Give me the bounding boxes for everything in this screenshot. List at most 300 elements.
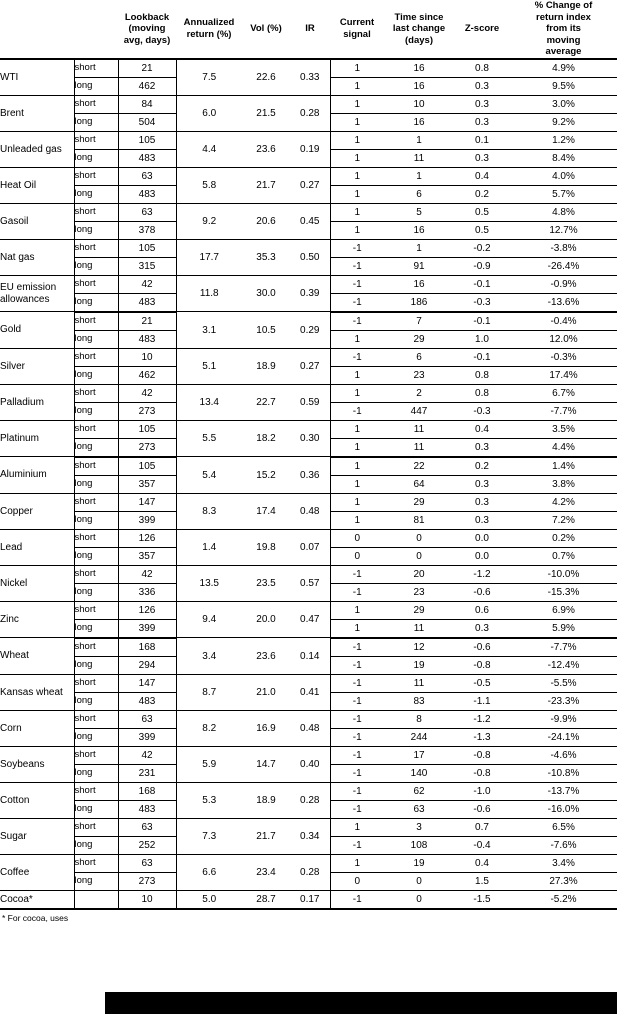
cell-time: 0 <box>384 890 454 909</box>
row-term-long: long <box>74 402 118 420</box>
row-term-short: short <box>74 384 118 402</box>
cell-time-short: 1 <box>384 239 454 257</box>
cell-lookback-short: 42 <box>118 746 176 764</box>
cell-pct-long: 3.8% <box>510 475 617 493</box>
header-current-signal <box>330 0 384 59</box>
cell-time-short: 1 <box>384 167 454 185</box>
header-pct-l5: average <box>545 46 582 58</box>
row-term-short: short <box>74 348 118 366</box>
table-row <box>0 203 617 221</box>
header-time-since-change <box>384 0 454 59</box>
cell-pct-long: 9.5% <box>510 77 617 95</box>
cell-zscore-long: -1.1 <box>454 692 510 710</box>
cell-lookback-short: 42 <box>118 384 176 402</box>
cell-lookback-long: 273 <box>118 872 176 890</box>
cell-signal-short: -1 <box>330 638 384 657</box>
cell-vol: 21.0 <box>242 674 290 710</box>
row-term-long: long <box>74 293 118 312</box>
cell-time-short: 12 <box>384 638 454 657</box>
cell-signal-short: 1 <box>330 818 384 836</box>
cell-signal-short: -1 <box>330 710 384 728</box>
cell-vol: 23.5 <box>242 565 290 601</box>
cell-pct-short: -0.4% <box>510 312 617 331</box>
row-term-long: long <box>74 764 118 782</box>
header-time-l1: Time since <box>394 11 444 23</box>
cell-lookback-long: 357 <box>118 475 176 493</box>
cell-lookback-long: 273 <box>118 402 176 420</box>
cell-pct-short: 6.9% <box>510 601 617 619</box>
cell-lookback-long: 231 <box>118 764 176 782</box>
cell-zscore-short: 0.8 <box>454 384 510 402</box>
cell-pct-short: -3.8% <box>510 239 617 257</box>
cell-signal-long: 1 <box>330 438 384 457</box>
cell-time-short: 16 <box>384 275 454 293</box>
cell-time-long: 23 <box>384 583 454 601</box>
cell-time-long: 29 <box>384 330 454 348</box>
row-term-short: short <box>74 565 118 583</box>
cell-lookback-short: 105 <box>118 420 176 438</box>
cell-zscore-short: -1.2 <box>454 565 510 583</box>
cell-zscore-long: -0.8 <box>454 656 510 674</box>
cell-vol: 17.4 <box>242 493 290 529</box>
row-name: Wheat <box>0 638 74 675</box>
header-annualized-l2: return (%) <box>186 28 232 40</box>
cell-zscore-short: 0.5 <box>454 203 510 221</box>
table-row <box>0 457 617 476</box>
cell-vol: 20.0 <box>242 601 290 638</box>
cell-pct-short: -10.0% <box>510 565 617 583</box>
row-name: Nickel <box>0 565 74 601</box>
cell-pct-short: 3.0% <box>510 95 617 113</box>
header-blank-term <box>74 0 118 59</box>
cell-signal-short: 1 <box>330 59 384 78</box>
row-term-long: long <box>74 547 118 565</box>
cell-zscore-short: -0.1 <box>454 348 510 366</box>
cell-time-long: 81 <box>384 511 454 529</box>
cell-zscore-long: 0.3 <box>454 619 510 638</box>
cell-time-long: 108 <box>384 836 454 854</box>
cell-pct-long: 0.7% <box>510 547 617 565</box>
cell-pct-short: 3.5% <box>510 420 617 438</box>
header-ir-l1: IR <box>305 23 315 35</box>
cell-pct-long: 27.3% <box>510 872 617 890</box>
cell-ir: 0.14 <box>290 638 330 675</box>
cell-annualized-return: 8.3 <box>176 493 242 529</box>
row-name: Copper <box>0 493 74 529</box>
header-zscore <box>454 0 510 59</box>
cell-ir: 0.39 <box>290 275 330 312</box>
row-term-long: long <box>74 438 118 457</box>
cell-time-short: 6 <box>384 348 454 366</box>
cell-time-long: 16 <box>384 221 454 239</box>
cell-zscore-long: -0.3 <box>454 293 510 312</box>
cell-pct-short: 4.0% <box>510 167 617 185</box>
cell-annualized-return: 6.6 <box>176 854 242 890</box>
cell-zscore-short: -1.2 <box>454 710 510 728</box>
header-annualized-return <box>176 0 242 59</box>
cell-lookback-long: 357 <box>118 547 176 565</box>
cell-ir: 0.50 <box>290 239 330 275</box>
cell-signal-short: 0 <box>330 529 384 547</box>
cell-pct-short: -7.7% <box>510 638 617 657</box>
cell-time-short: 17 <box>384 746 454 764</box>
cell-zscore-short: -0.1 <box>454 275 510 293</box>
row-name: Corn <box>0 710 74 746</box>
cell-annualized-return: 7.5 <box>176 59 242 96</box>
header-zscore-l1: Z-score <box>464 23 500 35</box>
cell-zscore-short: -1.0 <box>454 782 510 800</box>
cell-zscore-short: -0.2 <box>454 239 510 257</box>
cell-zscore-short: -0.6 <box>454 638 510 657</box>
row-term-short: short <box>74 782 118 800</box>
cell-pct: -5.2% <box>510 890 617 909</box>
cell-time-short: 29 <box>384 601 454 619</box>
cell-vol: 35.3 <box>242 239 290 275</box>
cell-signal-long: -1 <box>330 836 384 854</box>
cell-zscore-short: 0.0 <box>454 529 510 547</box>
cell-pct-short: -13.7% <box>510 782 617 800</box>
cell-signal-long: 1 <box>330 511 384 529</box>
cell-time-short: 29 <box>384 493 454 511</box>
cell-annualized-return: 1.4 <box>176 529 242 565</box>
row-name: Brent <box>0 95 74 131</box>
cell-lookback-short: 105 <box>118 457 176 476</box>
cell-signal-short: 1 <box>330 420 384 438</box>
header-ir <box>290 0 330 59</box>
cell-zscore-short: 0.2 <box>454 457 510 476</box>
cell-signal-long: 1 <box>330 149 384 167</box>
row-term-short: short <box>74 59 118 78</box>
table-row <box>0 312 617 331</box>
cell-pct-long: -23.3% <box>510 692 617 710</box>
cell-lookback-short: 63 <box>118 203 176 221</box>
cell-signal-short: 1 <box>330 493 384 511</box>
row-term-long: long <box>74 185 118 203</box>
row-term-long: long <box>74 619 118 638</box>
cell-pct-short: -9.9% <box>510 710 617 728</box>
cell-lookback-short: 126 <box>118 601 176 619</box>
row-term-short: short <box>74 167 118 185</box>
cell-signal-long: -1 <box>330 257 384 275</box>
cell-annualized-return: 3.1 <box>176 312 242 349</box>
cell-zscore-long: -1.3 <box>454 728 510 746</box>
cell-lookback-long: 483 <box>118 149 176 167</box>
cell-time-long: 244 <box>384 728 454 746</box>
cell-pct-long: 17.4% <box>510 366 617 384</box>
cell-signal-short: 1 <box>330 131 384 149</box>
header-time-l2: last change <box>392 23 446 35</box>
cell-signal-short: 1 <box>330 95 384 113</box>
cell-pct-long: 9.2% <box>510 113 617 131</box>
cell-ir: 0.48 <box>290 493 330 529</box>
cell-pct-short: 4.9% <box>510 59 617 78</box>
cell-signal-long: -1 <box>330 800 384 818</box>
row-name: EU emission allowances <box>0 275 74 312</box>
cell-vol: 15.2 <box>242 457 290 494</box>
cell-zscore-short: 0.3 <box>454 95 510 113</box>
cell-pct-long: -7.6% <box>510 836 617 854</box>
row-term-short: short <box>74 601 118 619</box>
header-lookback-l1: Lookback <box>124 11 170 23</box>
cell-ir: 0.40 <box>290 746 330 782</box>
cell-annualized-return: 5.8 <box>176 167 242 203</box>
header-pct-l3: from its <box>546 23 581 35</box>
cell-pct-long: 5.7% <box>510 185 617 203</box>
cell-time-short: 11 <box>384 420 454 438</box>
cell-lookback-short: 42 <box>118 565 176 583</box>
cell-ir: 0.47 <box>290 601 330 638</box>
cell-time-long: 19 <box>384 656 454 674</box>
cell-zscore-short: -0.1 <box>454 312 510 331</box>
cell-ir: 0.45 <box>290 203 330 239</box>
cell-pct-long: 8.4% <box>510 149 617 167</box>
cell-lookback-short: 21 <box>118 312 176 331</box>
cell-time-short: 20 <box>384 565 454 583</box>
cell-signal-long: 1 <box>330 366 384 384</box>
cell-annualized-return: 5.5 <box>176 420 242 457</box>
cell-lookback-short: 84 <box>118 95 176 113</box>
row-term-long: long <box>74 113 118 131</box>
cell-vol: 28.7 <box>242 890 290 909</box>
cell-vol: 23.6 <box>242 131 290 167</box>
cell-ir: 0.30 <box>290 420 330 457</box>
cell-zscore-short: -0.5 <box>454 674 510 692</box>
table-row <box>0 890 617 909</box>
cell-time-long: 11 <box>384 619 454 638</box>
header-blank-name <box>0 0 74 59</box>
cell-pct-short: 6.5% <box>510 818 617 836</box>
cell-ir: 0.07 <box>290 529 330 565</box>
cell-annualized-return: 5.3 <box>176 782 242 818</box>
row-name: Sugar <box>0 818 74 854</box>
row-term-long: long <box>74 836 118 854</box>
cell-lookback-long: 462 <box>118 77 176 95</box>
cell-ir: 0.19 <box>290 131 330 167</box>
cell-lookback-short: 63 <box>118 167 176 185</box>
cell-signal-long: 1 <box>330 330 384 348</box>
cell-lookback-long: 504 <box>118 113 176 131</box>
cell-pct-long: -16.0% <box>510 800 617 818</box>
cell-vol: 22.6 <box>242 59 290 96</box>
row-name: Aluminium <box>0 457 74 494</box>
cell-time-short: 2 <box>384 384 454 402</box>
cell-time-short: 11 <box>384 674 454 692</box>
cell-time-long: 16 <box>384 113 454 131</box>
cell-zscore-short: 0.6 <box>454 601 510 619</box>
cell-signal-long: 1 <box>330 77 384 95</box>
cell-zscore-long: 1.5 <box>454 872 510 890</box>
cell-signal-long: -1 <box>330 692 384 710</box>
cell-annualized-return: 5.1 <box>176 348 242 384</box>
cell-vol: 20.6 <box>242 203 290 239</box>
table-row <box>0 854 617 872</box>
table-row <box>0 746 617 764</box>
table-row <box>0 131 617 149</box>
cell-pct-short: 0.2% <box>510 529 617 547</box>
cell-lookback-long: 336 <box>118 583 176 601</box>
cell-vol: 18.9 <box>242 348 290 384</box>
cell-pct-short: -4.6% <box>510 746 617 764</box>
cell-vol: 21.7 <box>242 167 290 203</box>
cell-ir: 0.34 <box>290 818 330 854</box>
row-term-long: long <box>74 149 118 167</box>
row-term-short: short <box>74 638 118 657</box>
cell-time-short: 16 <box>384 59 454 78</box>
cell-signal-long: 1 <box>330 619 384 638</box>
cell-time-short: 3 <box>384 818 454 836</box>
cell-lookback-long: 273 <box>118 438 176 457</box>
cell-vol: 18.2 <box>242 420 290 457</box>
cell-lookback: 10 <box>118 890 176 909</box>
header-vol-l1: Vol (%) <box>250 23 282 35</box>
cell-annualized-return: 4.4 <box>176 131 242 167</box>
cell-signal-short: -1 <box>330 782 384 800</box>
row-term-short: short <box>74 203 118 221</box>
cell-pct-short: 3.4% <box>510 854 617 872</box>
row-name: WTI <box>0 59 74 96</box>
table-row <box>0 565 617 583</box>
table-row <box>0 601 617 619</box>
row-term-long: long <box>74 77 118 95</box>
row-name: Cocoa* <box>0 890 74 909</box>
cell-signal-long: 1 <box>330 221 384 239</box>
cell-ir: 0.27 <box>290 348 330 384</box>
row-name: Kansas wheat <box>0 674 74 710</box>
cell-pct-long: -7.7% <box>510 402 617 420</box>
row-term-short: short <box>74 457 118 476</box>
table-row <box>0 529 617 547</box>
cell-signal-short: -1 <box>330 746 384 764</box>
cell-signal-short: 1 <box>330 457 384 476</box>
cell-lookback-short: 21 <box>118 59 176 78</box>
cell-vol: 14.7 <box>242 746 290 782</box>
cell-zscore: -1.5 <box>454 890 510 909</box>
row-term-short: short <box>74 674 118 692</box>
cell-signal-long: 1 <box>330 475 384 493</box>
cell-annualized-return: 6.0 <box>176 95 242 131</box>
cell-vol: 21.5 <box>242 95 290 131</box>
row-term-long: long <box>74 366 118 384</box>
row-term-short: short <box>74 312 118 331</box>
table-row <box>0 638 617 657</box>
row-name: Palladium <box>0 384 74 420</box>
cell-zscore-long: 0.8 <box>454 366 510 384</box>
cell-lookback-long: 399 <box>118 728 176 746</box>
cell-zscore-short: 0.7 <box>454 818 510 836</box>
header-lookback-l3: avg, days) <box>123 34 171 46</box>
cell-vol: 23.6 <box>242 638 290 675</box>
header-pct-change <box>510 0 617 59</box>
cell-pct-long: 4.4% <box>510 438 617 457</box>
cell-pct-long: 7.2% <box>510 511 617 529</box>
cell-time-short: 5 <box>384 203 454 221</box>
cell-annualized-return: 3.4 <box>176 638 242 675</box>
cell-time-short: 19 <box>384 854 454 872</box>
cell-ir: 0.28 <box>290 854 330 890</box>
table-row <box>0 275 617 293</box>
table-row <box>0 674 617 692</box>
cell-signal-short: -1 <box>330 239 384 257</box>
cell-time-long: 16 <box>384 77 454 95</box>
table-row <box>0 420 617 438</box>
cell-zscore-long: 1.0 <box>454 330 510 348</box>
row-term-empty <box>74 890 118 909</box>
row-term-short: short <box>74 275 118 293</box>
row-name: Soybeans <box>0 746 74 782</box>
cell-signal: -1 <box>330 890 384 909</box>
cell-signal-short: -1 <box>330 674 384 692</box>
row-term-long: long <box>74 475 118 493</box>
cell-annualized-return: 13.5 <box>176 565 242 601</box>
header-lookback-l2: (moving <box>128 23 166 35</box>
row-name: Cotton <box>0 782 74 818</box>
cell-vol: 10.5 <box>242 312 290 349</box>
cell-pct-long: -26.4% <box>510 257 617 275</box>
cell-vol: 30.0 <box>242 275 290 312</box>
cell-ir: 0.17 <box>290 890 330 909</box>
cell-lookback-long: 483 <box>118 800 176 818</box>
cell-ir: 0.41 <box>290 674 330 710</box>
cell-time-long: 63 <box>384 800 454 818</box>
cell-vol: 23.4 <box>242 854 290 890</box>
cell-lookback-long: 399 <box>118 619 176 638</box>
row-term-short: short <box>74 239 118 257</box>
cell-pct-long: 5.9% <box>510 619 617 638</box>
header-pct-l2: return index <box>536 11 591 23</box>
table-row <box>0 710 617 728</box>
cell-zscore-long: 0.2 <box>454 185 510 203</box>
cell-ir: 0.59 <box>290 384 330 420</box>
cell-pct-short: 6.7% <box>510 384 617 402</box>
table-row <box>0 59 617 78</box>
cell-lookback-short: 63 <box>118 818 176 836</box>
row-term-short: short <box>74 95 118 113</box>
cell-lookback-short: 105 <box>118 239 176 257</box>
cell-zscore-long: -0.8 <box>454 764 510 782</box>
cell-pct-long: -24.1% <box>510 728 617 746</box>
row-term-long: long <box>74 872 118 890</box>
header-vol <box>242 0 290 59</box>
cell-time-short: 10 <box>384 95 454 113</box>
cell-signal-short: -1 <box>330 312 384 331</box>
cell-time-long: 64 <box>384 475 454 493</box>
cell-signal-long: -1 <box>330 656 384 674</box>
cell-lookback-long: 483 <box>118 293 176 312</box>
cell-annualized-return: 9.4 <box>176 601 242 638</box>
row-term-short: short <box>74 818 118 836</box>
cell-time-short: 22 <box>384 457 454 476</box>
cell-annualized-return: 5.0 <box>176 890 242 909</box>
cell-zscore-long: 0.3 <box>454 113 510 131</box>
cell-time-long: 83 <box>384 692 454 710</box>
cell-time-short: 0 <box>384 529 454 547</box>
cell-vol: 18.9 <box>242 782 290 818</box>
row-term-long: long <box>74 583 118 601</box>
cell-ir: 0.29 <box>290 312 330 349</box>
row-name: Nat gas <box>0 239 74 275</box>
cell-time-long: 186 <box>384 293 454 312</box>
cell-signal-long: 0 <box>330 872 384 890</box>
table-row <box>0 493 617 511</box>
cell-zscore-long: 0.0 <box>454 547 510 565</box>
row-term-long: long <box>74 511 118 529</box>
cell-signal-short: -1 <box>330 565 384 583</box>
cell-signal-short: -1 <box>330 348 384 366</box>
table-header <box>0 0 617 59</box>
cell-time-long: 91 <box>384 257 454 275</box>
cell-annualized-return: 8.7 <box>176 674 242 710</box>
cell-lookback-short: 126 <box>118 529 176 547</box>
